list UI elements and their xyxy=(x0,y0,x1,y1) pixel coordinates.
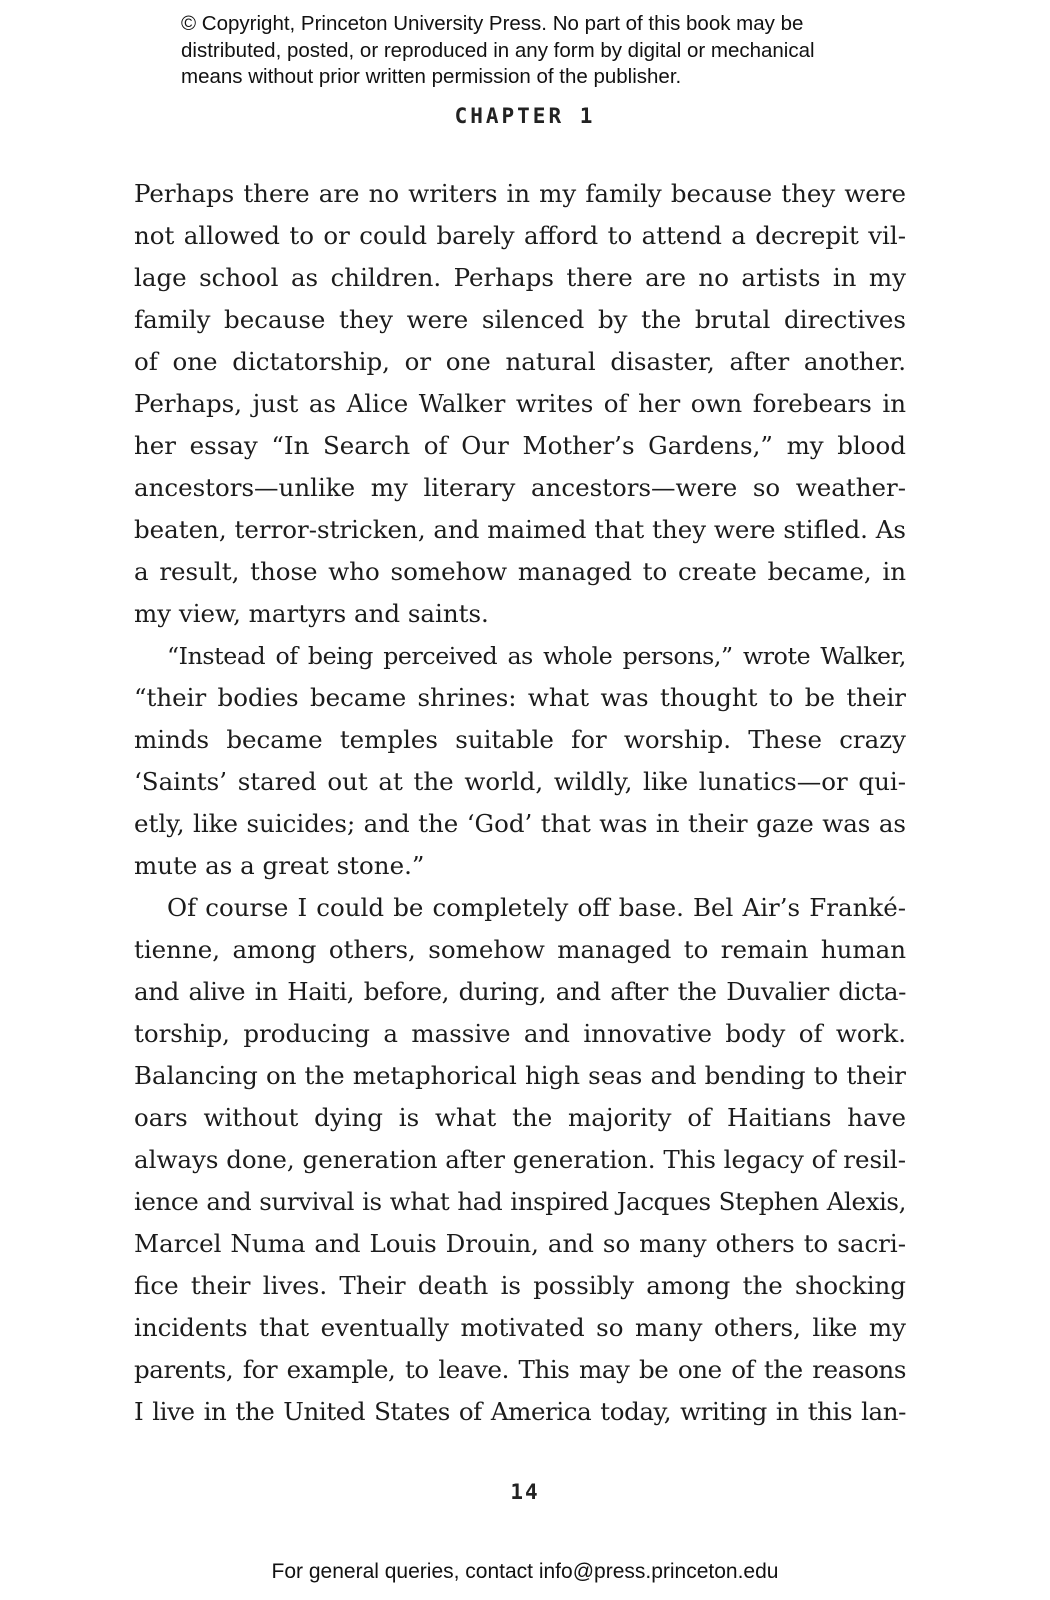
text-line: ‘Saints’ stared out at the world, wildly, like lunatics—or qui- xyxy=(134,767,906,796)
text-line: fice their lives. Their death is possibly among the shocking xyxy=(134,1271,906,1300)
text-line: “their bodies became shrines: what was thought to be their xyxy=(134,683,906,712)
text-line: “Instead of being perceived as whole persons,” wrote Walker, xyxy=(167,642,906,670)
footer-contact: For general queries, contact info@press.princeton.edu xyxy=(271,1560,779,1583)
text-line: etly, like suicides; and the ‘God’ that was in their gaze was as xyxy=(134,809,906,838)
text-line: always done, generation after generation. This legacy of resil- xyxy=(134,1145,907,1174)
text-line: family because they were silenced by the brutal directives xyxy=(134,305,906,334)
text-line: ancestors—unlike my literary ancestors—were so weather- xyxy=(134,473,906,502)
text-line: tienne, among others, somehow managed to remain human xyxy=(134,935,906,964)
chapter-heading: CHAPTER 1 xyxy=(454,104,596,128)
text-line: Perhaps, just as Alice Walker writes of her own forebears in xyxy=(134,389,906,418)
copyright-line: © Copyright, Princeton University Press. No part of this book may be xyxy=(181,12,804,35)
text-line: Balancing on the metaphorical high seas and bending to their xyxy=(134,1061,906,1090)
text-line: of one dictatorship, or one natural disaster, after another. xyxy=(134,347,906,376)
copyright-line: means without prior written permission of the publisher. xyxy=(181,65,682,88)
text-line: ience and survival is what had inspired Jacques Stephen Alexis, xyxy=(134,1187,906,1216)
text-line: my view, martyrs and saints. xyxy=(134,599,489,628)
text-line: lage school as children. Perhaps there are no artists in my xyxy=(134,263,906,292)
copyright-notice xyxy=(181,11,901,91)
text-line: minds became temples suitable for worship. These crazy xyxy=(134,725,906,754)
text-line: oars without dying is what the majority of Haitians have xyxy=(134,1103,906,1132)
text-line: incidents that eventually motivated so many others, like my xyxy=(134,1313,906,1342)
body-text xyxy=(134,173,906,1433)
page-number: 14 xyxy=(510,1480,540,1504)
text-line: her essay “In Search of Our Mother’s Gardens,” my blood xyxy=(134,431,906,460)
text-line: parents, for example, to leave. This may be one of the reasons xyxy=(134,1355,906,1384)
text-line: Perhaps there are no writers in my family because they were xyxy=(134,179,906,208)
text-line: a result, those who somehow managed to create became, in xyxy=(134,557,906,586)
copyright-line: distributed, posted, or reproduced in any form by digital or mechanical xyxy=(181,38,815,62)
text-line: beaten, terror-stricken, and maimed that they were stifled. As xyxy=(134,515,906,544)
text-line: I live in the United States of America today, writing in this lan- xyxy=(134,1397,906,1426)
text-line: not allowed to or could barely afford to attend a decrepit vil- xyxy=(134,221,906,250)
text-line: Of course I could be completely off base. Bel Air’s Franké- xyxy=(167,893,906,922)
text-line: torship, producing a massive and innovative body of work. xyxy=(134,1019,906,1048)
text-line: and alive in Haiti, before, during, and after the Duvalier dicta- xyxy=(134,977,906,1006)
text-line: mute as a great stone.” xyxy=(134,851,425,880)
text-line: Marcel Numa and Louis Drouin, and so many others to sacri- xyxy=(134,1229,906,1258)
